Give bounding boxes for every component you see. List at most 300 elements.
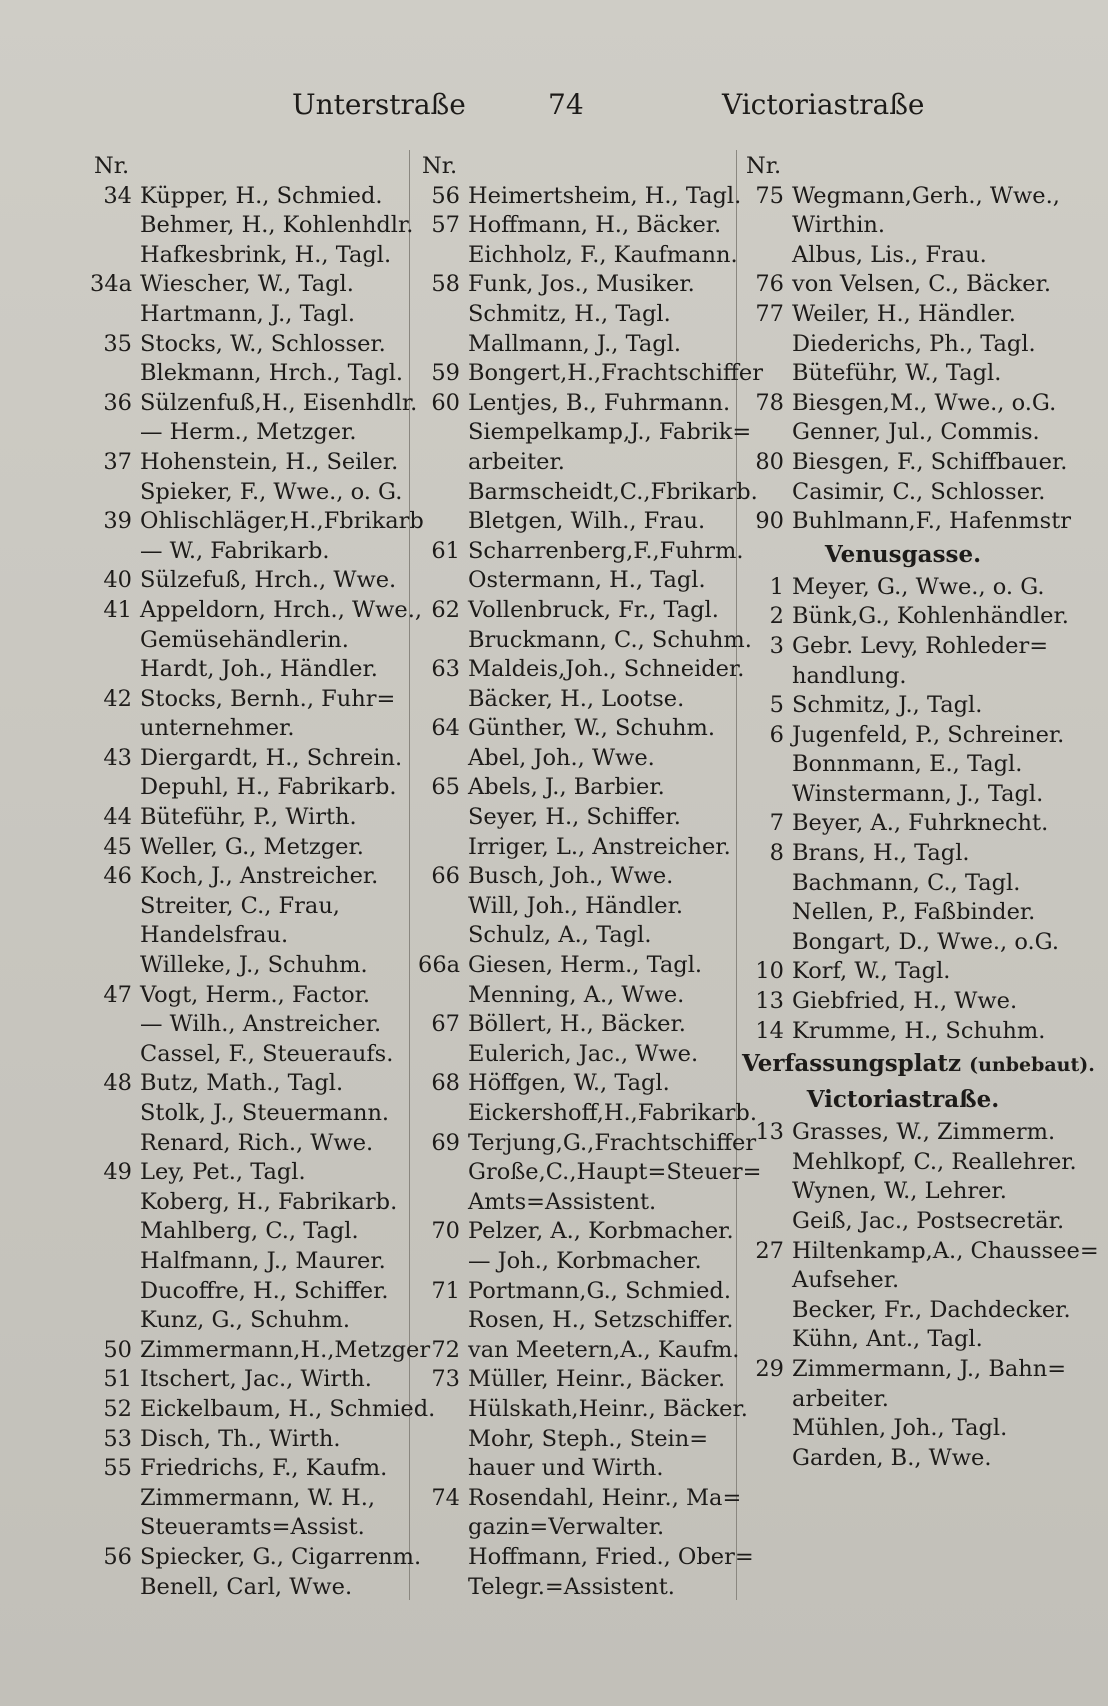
resident-name: Amts=Assistent. [468,1188,657,1215]
directory-entry [418,566,733,596]
house-number: 65 [431,774,460,801]
house-number: 49 [103,1159,132,1186]
directory-entry [418,300,733,330]
resident-name: Hartmann, J., Tagl. [140,300,356,327]
resident-name: Abels, J., Barbier. [468,774,665,801]
directory-entry [742,418,1064,448]
resident-name: Bäcker, H., Lootse. [468,685,685,712]
resident-name: Zimmermann, W. H., [140,1484,376,1511]
resident-name: von Velsen, C., Bäcker. [792,271,1052,298]
resident-name: Abel, Joh., Wwe. [468,744,655,771]
directory-entry [742,1017,1064,1047]
house-number: 56 [431,182,460,209]
resident-name: Stocks, Bernh., Fuhr= [140,685,396,712]
resident-name: Gebr. Levy, Rohleder= [792,632,1049,659]
directory-entry [742,448,1068,478]
resident-name: Hiltenkamp,A., Chaussee= [792,1237,1099,1264]
resident-name: Lentjes, B., Fuhrmann. [468,389,731,416]
house-number [418,1543,468,1573]
resident-name: Hülskath,Heinr., Bäcker. [468,1395,748,1422]
resident-name: Blekmann, Hrch., Tagl. [140,360,404,387]
directory-entry [418,655,745,685]
directory-entry [418,981,733,1011]
resident-name: Giesen, Herm., Tagl. [468,952,703,979]
directory-entry [418,1454,733,1484]
resident-name: Butz, Math., Tagl. [140,1070,344,1097]
directory-entry [90,655,402,685]
house-number [418,744,468,774]
resident-name: handlung. [792,662,907,689]
house-number [90,1099,140,1129]
resident-name: Vogt, Herm., Factor. [140,981,371,1008]
resident-name: Ducoffre, H., Schiffer. [140,1277,389,1304]
resident-name: Becker, Fr., Dachdecker. [792,1296,1071,1323]
resident-name: Koberg, H., Fabrikarb. [140,1188,398,1215]
directory-entry [90,1365,402,1395]
house-number: 3 [769,632,784,659]
resident-name: Handelsfrau. [140,922,289,949]
house-number: 44 [103,804,132,831]
house-number: 51 [103,1366,132,1393]
house-number [90,1277,140,1307]
directory-entry [90,1513,402,1543]
house-number: 40 [103,567,132,594]
directory-entry [418,1099,757,1129]
directory-entry [742,1266,1064,1296]
resident-name: Irriger, L., Anstreicher. [468,833,731,860]
resident-name: Koch, J., Anstreicher. [140,863,379,890]
directory-entry [90,892,402,922]
directory-entry [742,389,1064,419]
column-middle [418,152,763,1602]
resident-name: Büteführ, P., Wirth. [140,804,357,831]
house-number [418,1425,468,1455]
house-number [742,1177,792,1207]
directory-entry [418,182,742,212]
resident-name: Heimertsheim, H., Tagl. [468,182,742,209]
directory-entry [418,418,752,448]
resident-name: Sülzefuß, Hrch., Wwe. [140,567,397,594]
directory-entry [418,1188,733,1218]
resident-name: Giebfried, H., Wwe. [792,988,1018,1015]
house-number [90,1129,140,1159]
house-number: 52 [103,1395,132,1422]
house-number [742,330,792,360]
resident-name: Kunz, G., Schuhm. [140,1307,351,1334]
resident-name: Eickershoff,H.,Fabrikarb. [468,1100,757,1126]
house-number: 77 [755,300,784,327]
directory-entry [418,330,733,360]
house-number [90,714,140,744]
directory-entry [742,359,1064,389]
directory-entry [418,537,744,567]
resident-name: Rosen, H., Setzschiffer. [468,1307,734,1334]
resident-name: Korf, W., Tagl. [792,958,951,985]
house-number: 13 [755,988,784,1015]
directory-entry [90,833,402,863]
resident-name: Winstermann, J., Tagl. [792,780,1044,807]
resident-name: unternehmer. [140,715,295,742]
directory-entry [90,211,414,241]
resident-name: Halfmann, J., Maurer. [140,1247,386,1274]
resident-name: Große,C.,Haupt=Steuer= [468,1159,762,1186]
house-number [742,1296,792,1326]
resident-name: Bünk,G., Kohlenhändler. [792,603,1069,630]
resident-name: Bongert,H.,Frachtschiffer [468,360,763,387]
house-number: 27 [755,1237,784,1264]
directory-entry [418,892,733,922]
house-number: 39 [103,508,132,535]
house-number [418,626,468,656]
directory-entry [90,626,402,656]
house-number [418,1513,468,1543]
resident-name: Zimmermann, J., Bahn= [792,1355,1067,1382]
directory-entry [418,1306,733,1336]
house-number: 35 [103,330,132,357]
directory-entry [418,1129,757,1159]
directory-entry [742,987,1064,1017]
directory-entry [90,182,402,212]
resident-name: Mühlen, Joh., Tagl. [792,1415,1008,1442]
directory-entry [90,714,402,744]
directory-entry [90,478,402,508]
directory-entry [418,1158,762,1188]
resident-name: Zimmermann,H.,Metzger [140,1336,431,1363]
directory-entry [90,1454,402,1484]
house-number [418,685,468,715]
resident-name: Hoffmann, H., Bäcker. [468,212,722,239]
house-number [742,869,792,899]
directory-entry [90,1069,402,1099]
house-number: 67 [431,1011,460,1038]
resident-name: — Joh., Korbmacher. [468,1247,702,1274]
house-number [90,1573,140,1603]
directory-entry [90,1306,402,1336]
directory-entry [418,448,733,478]
resident-name: Eulerich, Jac., Wwe. [468,1040,699,1067]
house-number [418,1395,468,1425]
directory-entry [90,566,402,596]
resident-name: — W., Fabrikarb. [140,537,330,564]
directory-entry [90,1573,402,1603]
directory-entry [742,507,1072,537]
resident-name: Bongart, D., Wwe., o.G. [792,928,1059,955]
directory-entry [742,1207,1064,1237]
directory-entry [90,596,422,626]
directory-entry [742,1118,1064,1148]
directory-entry [418,862,733,892]
house-number [742,750,792,780]
house-number [742,359,792,389]
house-number [742,241,792,271]
resident-name: Terjung,G.,Frachtschiffer [468,1129,757,1156]
house-number: 70 [431,1218,460,1245]
directory-entry [742,1444,1064,1474]
directory-entry [418,685,733,715]
resident-name: Casimir, C., Schlosser. [792,478,1046,505]
resident-name: Bonnmann, E., Tagl. [792,751,1023,778]
directory-entry [90,537,402,567]
house-number: 43 [103,744,132,771]
house-number [742,1444,792,1474]
resident-name: Genner, Jul., Commis. [792,419,1040,446]
directory-entry [418,744,733,774]
house-number: 75 [755,182,784,209]
section-heading-venusgasse: Venusgasse. [824,540,982,568]
house-number [90,418,140,448]
resident-name: Behmer, H., Kohlenhdlr. [140,212,414,239]
house-number [418,241,468,271]
directory-entry [418,833,733,863]
directory-entry [90,1484,402,1514]
resident-name: Portmann,G., Schmied. [468,1277,731,1304]
resident-name: Menning, A., Wwe. [468,981,685,1008]
resident-name: Diederichs, Ph., Tagl. [792,330,1036,357]
resident-name: Jugenfeld, P., Schreiner. [792,721,1065,748]
section-title: Verfassungsplatz [742,1050,962,1078]
resident-name: Günther, W., Schuhm. [468,715,716,742]
directory-entry [742,602,1069,632]
directory-entry [742,1355,1067,1385]
directory-entry [742,478,1064,508]
resident-name: Bletgen, Wilh., Frau. [468,508,706,535]
house-number [90,773,140,803]
house-number [90,921,140,951]
column-label: Nr. [746,153,782,179]
directory-entry [418,211,733,241]
resident-name: Mallmann, J., Tagl. [468,330,682,357]
resident-name: Weller, G., Metzger. [140,833,364,860]
resident-name: Seyer, H., Schiffer. [468,804,681,831]
directory-entry [418,803,733,833]
resident-name: — Wilh., Anstreicher. [140,1011,382,1038]
house-number [90,300,140,330]
page-number: 74 [548,88,584,121]
directory-entry [742,928,1064,958]
directory-entry [90,1129,402,1159]
resident-name: Busch, Joh., Wwe. [468,863,674,890]
resident-name: Büteführ, W., Tagl. [792,360,1002,387]
resident-name: Bruckmann, C., Schuhm. [468,626,752,653]
resident-name: arbeiter. [468,448,565,475]
house-number [418,1099,468,1129]
directory-entry [418,1365,733,1395]
resident-name: Mehlkopf, C., Reallehrer. [792,1148,1077,1175]
resident-name: Garden, B., Wwe. [792,1444,992,1471]
directory-entry [90,1336,431,1366]
house-number [418,507,468,537]
directory-entry [90,981,402,1011]
directory-entry [742,182,1064,212]
directory-entry [742,1177,1064,1207]
resident-name: Rosendahl, Heinr., Ma= [468,1484,742,1511]
directory-entry [90,507,424,537]
resident-name: Willeke, J., Schuhm. [140,952,368,979]
resident-name: Geiß, Jac., Postsecretär. [792,1208,1065,1234]
house-number: 80 [755,448,784,475]
house-number: 57 [431,212,460,239]
house-number: 6 [769,721,784,748]
house-number [418,1306,468,1336]
directory-entry [418,507,733,537]
house-number [418,1247,468,1277]
directory-entry [742,869,1064,899]
directory-entry [418,1543,754,1573]
resident-name: Itschert, Jac., Wirth. [140,1366,372,1393]
house-number: 90 [755,508,784,535]
header-right-street: Victoriastraße [722,88,925,121]
house-number: 1 [769,573,784,600]
directory-entry [418,1040,733,1070]
directory-entry [418,714,733,744]
resident-name: Wirthin. [792,212,886,239]
resident-name: Müller, Heinr., Bäcker. [468,1366,726,1393]
directory-entry [742,1325,1064,1355]
directory-entry [742,809,1064,839]
directory-entry [742,573,1064,603]
house-number [90,892,140,922]
house-number: 71 [431,1277,460,1304]
house-number: 72 [431,1336,460,1363]
directory-entry [742,957,1064,987]
column-label: Nr. [422,153,458,179]
house-number [742,928,792,958]
column-right [742,152,1099,1473]
resident-name: Maldeis,Joh., Schneider. [468,656,745,683]
house-number [418,418,468,448]
directory-entry [90,773,402,803]
resident-name: Sülzenfuß,H., Eisenhdlr. [140,389,418,416]
resident-name: Eickelbaum, H., Schmied. [140,1395,436,1422]
house-number [742,1148,792,1178]
resident-name: Schmitz, H., Tagl. [468,300,671,327]
house-number [90,1188,140,1218]
house-number [90,1010,140,1040]
directory-entry [742,1414,1064,1444]
house-number [742,1414,792,1444]
house-number [418,1040,468,1070]
entry-list [742,182,1072,537]
resident-name: Will, Joh., Händler. [468,892,684,919]
column-label: Nr. [94,153,130,179]
house-number: 37 [103,448,132,475]
directory-entry [90,921,402,951]
house-number: 66a [418,952,461,979]
resident-name: Mahlberg, C., Tagl. [140,1218,359,1245]
directory-entry [742,632,1064,662]
house-number: 48 [103,1070,132,1097]
house-number: 50 [103,1336,132,1363]
directory-entry [90,389,418,419]
house-number [742,418,792,448]
resident-name: gazin=Verwalter. [468,1514,665,1541]
directory-entry [418,359,763,389]
resident-name: Schulz, A., Tagl. [468,922,652,949]
resident-name: Vollenbruck, Fr., Tagl. [468,596,719,623]
directory-entry [418,1010,733,1040]
directory-entry [90,300,402,330]
resident-name: Nellen, P., Faßbinder. [792,899,1036,926]
directory-entry [90,862,402,892]
house-number: 74 [431,1484,460,1511]
resident-name: Spieker, F., Wwe., o. G. [140,478,403,505]
directory-entry [742,721,1064,751]
resident-name: Küpper, H., Schmied. [140,182,383,209]
resident-name: Grasses, W., Zimmerm. [792,1119,1056,1146]
resident-name: Hafkesbrink, H., Tagl. [140,241,392,268]
directory-entry [90,1010,402,1040]
directory-entry [418,951,733,981]
house-number [90,1513,140,1543]
resident-name: Funk, Jos., Musiker. [468,271,695,298]
house-number [418,1573,468,1603]
house-number: 5 [769,692,784,719]
directory-entry [90,359,402,389]
directory-entry [742,241,1064,271]
resident-name: Höffgen, W., Tagl. [468,1070,670,1097]
house-number [742,1325,792,1355]
house-number [742,662,792,692]
section-heading-verfassungsplatz [742,1046,1095,1082]
resident-name: Siempelkamp,J., Fabrik= [468,419,752,446]
house-number: 66 [431,863,460,890]
directory-entry [90,1395,436,1425]
directory-entry [90,744,402,774]
directory-entry [418,270,733,300]
directory-entry [90,448,402,478]
house-number [742,1385,792,1415]
house-number [742,478,792,508]
directory-entry [90,1099,402,1129]
resident-name: Buhlmann,F., Hafenmstr [792,508,1072,535]
directory-entry [90,1425,402,1455]
directory-entry [90,1217,402,1247]
house-number [90,359,140,389]
house-number [418,330,468,360]
house-number: 58 [431,271,460,298]
house-number: 78 [755,389,784,416]
resident-name: Stolk, J., Steuermann. [140,1100,390,1126]
resident-name: Wegmann,Gerh., Wwe., [792,182,1060,209]
directory-entry [90,1247,402,1277]
resident-name: Ley, Pet., Tagl. [140,1159,306,1186]
resident-name: Steueramts=Assist. [140,1514,365,1541]
house-number [90,478,140,508]
house-number [90,211,140,241]
directory-entry [90,241,402,271]
house-number: 45 [103,833,132,860]
house-number [742,898,792,928]
resident-name: Depuhl, H., Fabrikarb. [140,774,397,801]
house-number [90,1217,140,1247]
directory-entry [418,1395,748,1425]
directory-entry [90,330,402,360]
directory-entry [742,330,1064,360]
house-number [418,833,468,863]
directory-entry [742,691,1064,721]
house-number [418,300,468,330]
resident-name: Gemüsehändlerin. [140,626,349,653]
resident-name: Kühn, Ant., Tagl. [792,1326,983,1353]
directory-entry [418,921,733,951]
house-number: 46 [103,863,132,890]
resident-name: Renard, Rich., Wwe. [140,1129,374,1156]
resident-name: Krumme, H., Schuhm. [792,1017,1046,1044]
house-number [418,892,468,922]
house-number [90,655,140,685]
directory-entry [742,839,1064,869]
house-number: 61 [431,537,460,564]
